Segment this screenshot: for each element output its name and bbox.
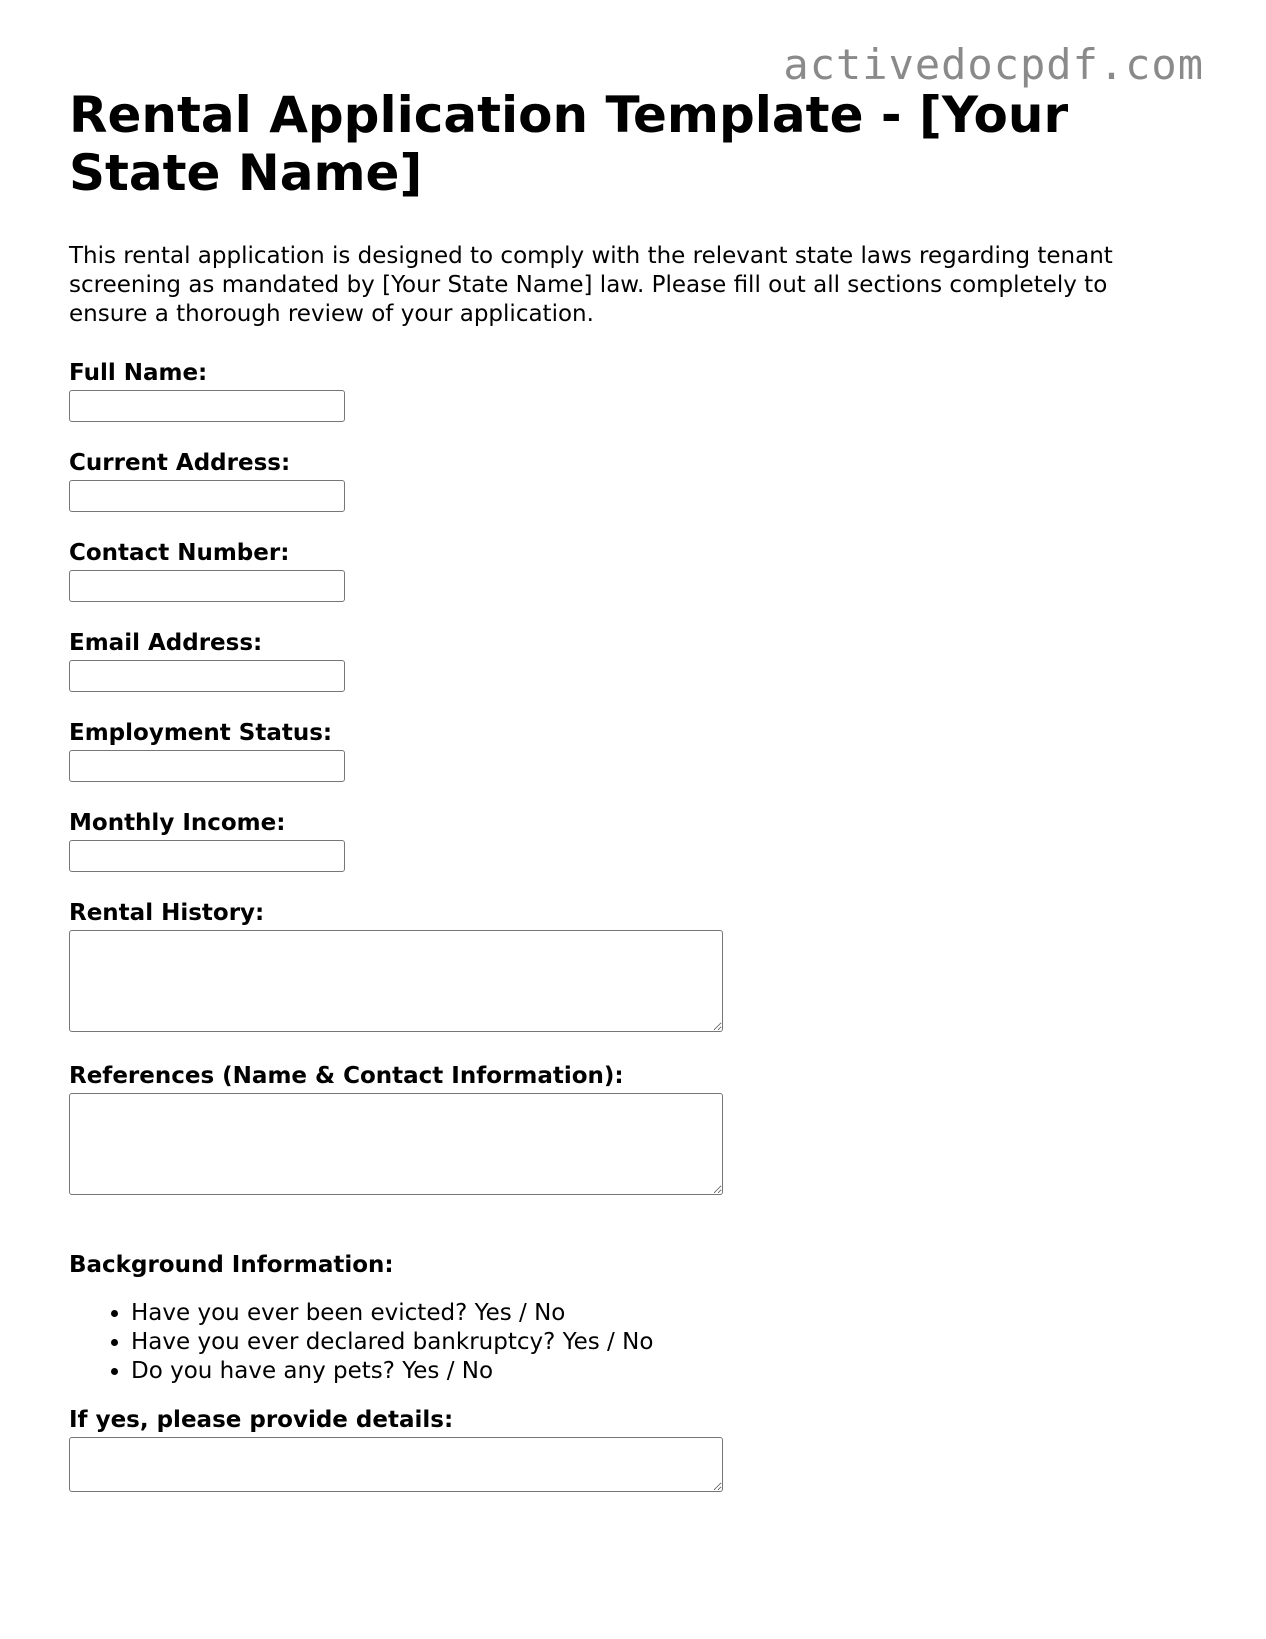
monthly-income-input[interactable] <box>69 840 345 872</box>
intro-paragraph: This rental application is designed to comply with the relevant state laws regarding tenant screening as mandated by [Your State Name] law. Please fill out all sections completely to ensure a thorough review of your application. <box>69 243 1113 327</box>
details-label: If yes, please provide details: <box>69 1407 454 1433</box>
email-address-section <box>69 629 1189 692</box>
details-section <box>69 1406 1189 1492</box>
list-item: • Have you ever been evicted? Yes / No <box>131 1299 1189 1328</box>
current-address-input[interactable] <box>69 480 345 512</box>
rental-history-textarea[interactable] <box>69 930 723 1032</box>
email-address-label: Email Address: <box>69 630 263 656</box>
references-label: References (Name & Contact Information): <box>69 1063 624 1089</box>
list-item: • Do you have any pets? Yes / No <box>131 1357 1189 1386</box>
email-address-input[interactable] <box>69 660 345 692</box>
background-heading: Background Information: <box>69 1252 394 1278</box>
monthly-income-section <box>69 809 1189 872</box>
rental-history-label: Rental History: <box>69 900 265 926</box>
watermark: activedocpdf.com <box>783 40 1204 89</box>
employment-status-section <box>69 719 1189 782</box>
employment-status-label: Employment Status: <box>69 720 333 746</box>
full-name-section <box>69 359 1189 422</box>
employment-status-input[interactable] <box>69 750 345 782</box>
background-section <box>69 1251 1189 1386</box>
application-form <box>69 86 1189 1492</box>
full-name-label: Full Name: <box>69 360 208 386</box>
full-name-input[interactable] <box>69 390 345 422</box>
current-address-section <box>69 449 1189 512</box>
references-section <box>69 1062 1189 1195</box>
details-textarea[interactable] <box>69 1437 723 1492</box>
references-textarea[interactable] <box>69 1093 723 1195</box>
monthly-income-label: Monthly Income: <box>69 810 286 836</box>
current-address-label: Current Address: <box>69 450 291 476</box>
list-item: • Have you ever declared bankruptcy? Yes / No <box>131 1328 1189 1357</box>
contact-number-section <box>69 539 1189 602</box>
contact-number-label: Contact Number: <box>69 540 290 566</box>
background-question-list <box>69 1299 1189 1386</box>
contact-number-input[interactable] <box>69 570 345 602</box>
page-title: Rental Application Template - [Your State Name] <box>69 86 1069 202</box>
rental-history-section <box>69 899 1189 1032</box>
